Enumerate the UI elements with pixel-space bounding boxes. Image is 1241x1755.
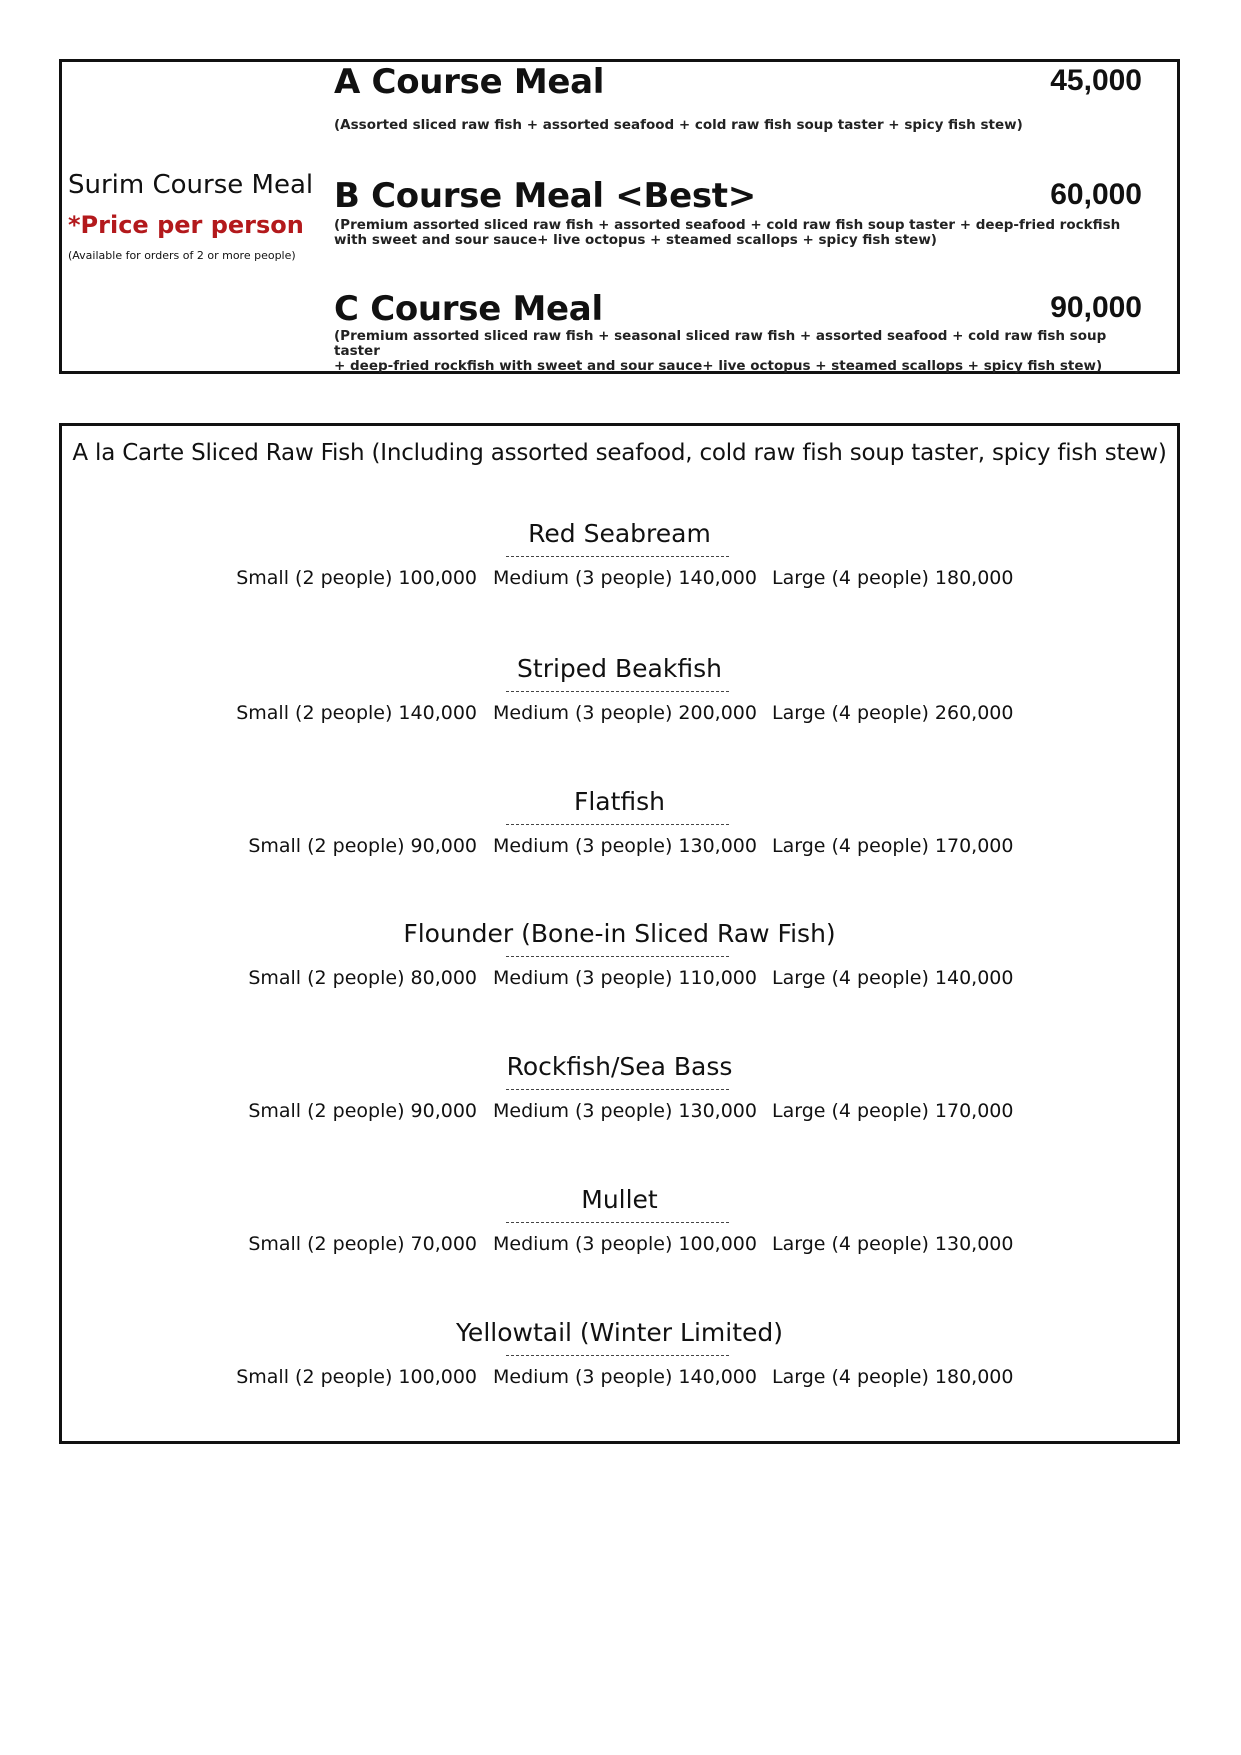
price-medium: Medium (3 people) 140,000 <box>493 567 757 589</box>
price-small: Small (2 people) 100,000 <box>236 567 477 589</box>
price-medium: Medium (3 people) 100,000 <box>493 1233 757 1255</box>
price-per-person-note: *Price per person <box>68 211 304 239</box>
course-meal-panel <box>59 59 1180 374</box>
price-large: Large (4 people) 170,000 <box>772 1100 1014 1122</box>
price-medium: Medium (3 people) 200,000 <box>493 702 757 724</box>
course-description-line: + deep-fried rockfish with sweet and sour sauce+ live octopus + steamed scallops + spicy fish stew) <box>334 358 1103 374</box>
fish-name: Flounder (Bone-in Sliced Raw Fish) <box>403 919 836 948</box>
price-small: Small (2 people) 140,000 <box>236 702 477 724</box>
price-medium: Medium (3 people) 130,000 <box>493 1100 757 1122</box>
fish-name: Flatfish <box>573 787 666 816</box>
fish-item-flatfish <box>62 787 1177 887</box>
dashed-divider <box>506 1089 729 1090</box>
fish-name: Red Seabream <box>528 519 711 548</box>
course-description: (Assorted sliced raw fish + assorted seafood + cold raw fish soup taster + spicy fish stew) <box>334 117 1023 133</box>
course-name: B Course Meal <Best> <box>334 176 756 216</box>
price-large: Large (4 people) 140,000 <box>772 967 1014 989</box>
course-meal-title: Surim Course Meal <box>68 170 314 200</box>
availability-note: (Available for orders of 2 or more people) <box>68 249 296 262</box>
dashed-divider <box>506 1222 729 1223</box>
dashed-divider <box>506 556 729 557</box>
course-name: C Course Meal <box>334 289 603 329</box>
price-medium: Medium (3 people) 110,000 <box>493 967 757 989</box>
price-medium: Medium (3 people) 130,000 <box>493 835 757 857</box>
fish-item-striped-beakfish <box>62 654 1177 754</box>
price-small: Small (2 people) 90,000 <box>248 835 477 857</box>
fish-name: Yellowtail (Winter Limited) <box>455 1318 784 1347</box>
course-description <box>334 329 1142 374</box>
fish-item-mullet <box>62 1185 1177 1285</box>
fish-item-flounder <box>62 919 1177 1019</box>
fish-item-red-seabream <box>62 519 1177 619</box>
dashed-divider <box>506 956 729 957</box>
course-description-line: (Premium assorted sliced raw fish + seasonal sliced raw fish + assorted seafood + cold raw fish soup taster <box>334 328 1107 359</box>
fish-item-yellowtail <box>62 1318 1177 1418</box>
price-large: Large (4 people) 180,000 <box>772 567 1014 589</box>
course-price: 45,000 <box>1050 64 1142 97</box>
fish-name: Mullet <box>581 1185 658 1214</box>
a-la-carte-panel <box>59 423 1180 1444</box>
price-small: Small (2 people) 90,000 <box>248 1100 477 1122</box>
course-price: 60,000 <box>1050 178 1142 211</box>
price-small: Small (2 people) 100,000 <box>236 1366 477 1388</box>
fish-item-rockfish-sea-bass <box>62 1052 1177 1152</box>
price-medium: Medium (3 people) 140,000 <box>493 1366 757 1388</box>
dashed-divider <box>506 691 729 692</box>
price-large: Large (4 people) 180,000 <box>772 1366 1014 1388</box>
course-meal-sidebar <box>68 169 318 262</box>
price-small: Small (2 people) 70,000 <box>248 1233 477 1255</box>
a-la-carte-title: A la Carte Sliced Raw Fish (Including assorted seafood, cold raw fish soup taster, spicy fish stew) <box>72 440 1167 466</box>
dashed-divider <box>506 824 729 825</box>
price-large: Large (4 people) 260,000 <box>772 702 1014 724</box>
dashed-divider <box>506 1355 729 1356</box>
course-description: (Premium assorted sliced raw fish + assorted seafood + cold raw fish soup taster + deep-fried rockfish with sweet and sour sauce+ live octopus + steamed scallops + spicy fish stew) <box>334 217 1121 248</box>
price-large: Large (4 people) 130,000 <box>772 1233 1014 1255</box>
fish-name: Rockfish/Sea Bass <box>506 1052 733 1081</box>
course-price: 90,000 <box>1050 291 1142 324</box>
fish-name: Striped Beakfish <box>517 654 722 683</box>
price-small: Small (2 people) 80,000 <box>248 967 477 989</box>
course-name: A Course Meal <box>334 62 605 102</box>
price-large: Large (4 people) 170,000 <box>772 835 1014 857</box>
